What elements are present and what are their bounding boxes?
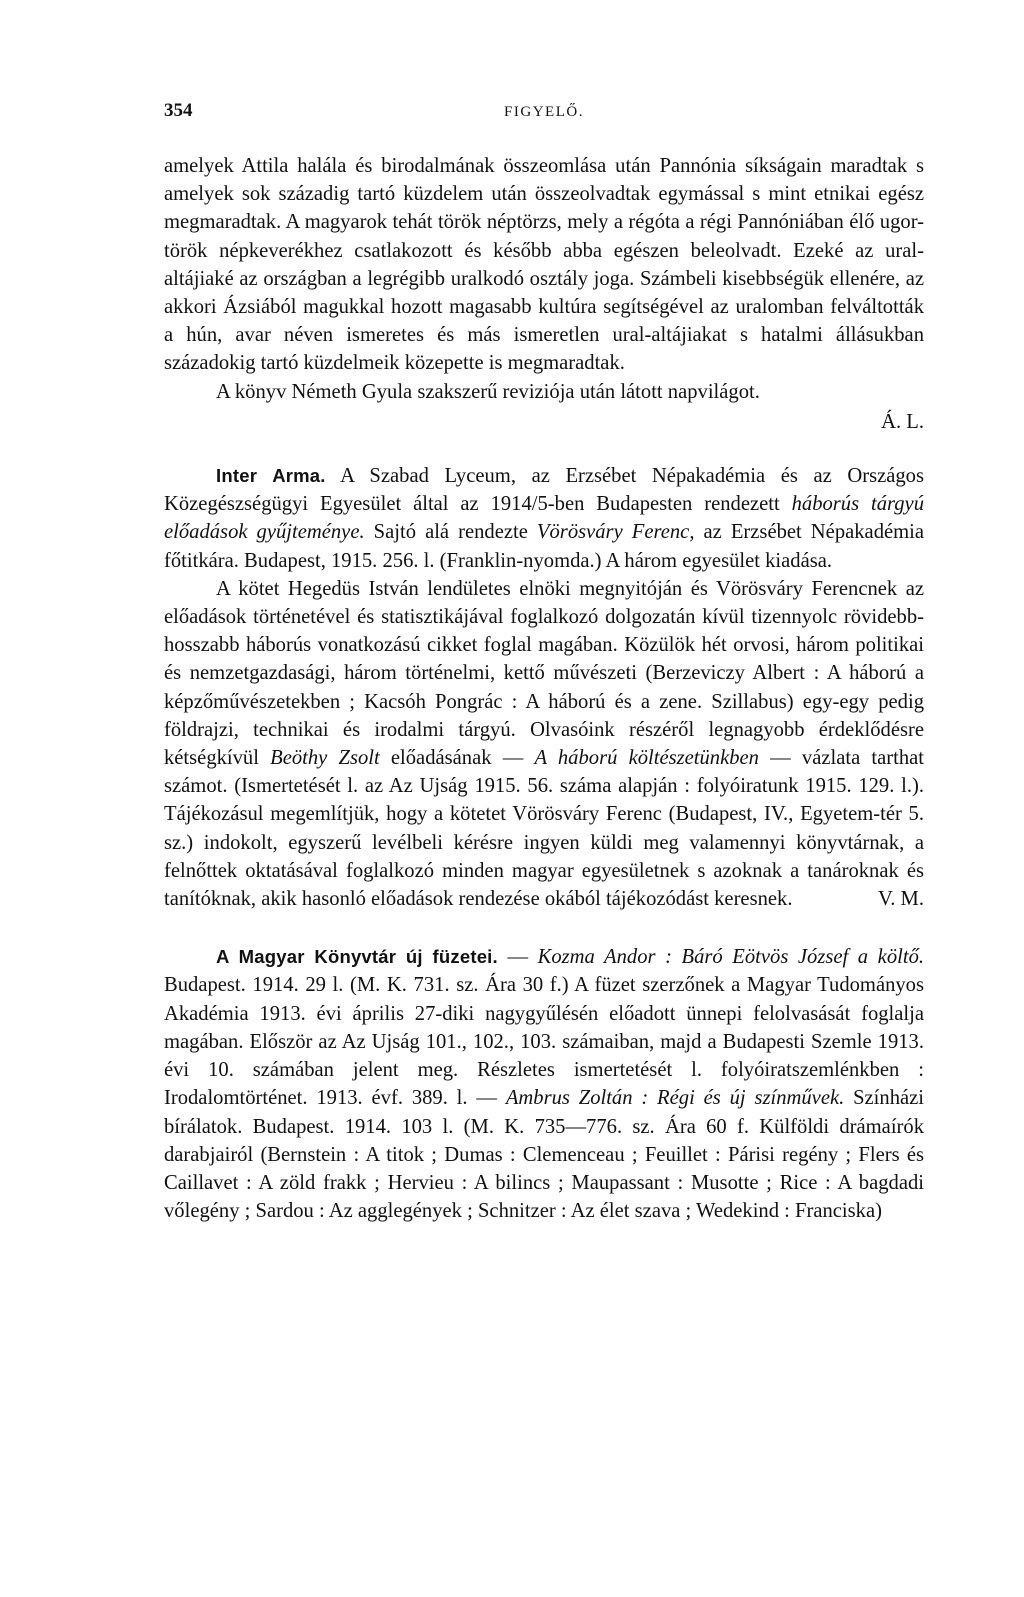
review1-paragraph-1: amelyek Attila halála és birodalmának összeomlása után Pannónia síkságain maradtak s amelyek sok századig tartó küzdelem után összeolvadtak egymással s mint etnikai egész megmaradtak. A magyarok tehát török néptörzs, mely a régóta a régi Pannóniában élő ugor-török népkeverékhez csatlakozott és később abba egészen beleolvadt. Ezeké az ural-altájiaké az országban a legrégibb uralkodó osztály joga. Számbeli kisebbségük ellenére, az akkori Ázsiából magukkal hozott magasabb kultúra segítségével az uralomban felváltották a hún, avar néven ismeretes és más ismeretlen ural-altájiakat s hatalmi állásukban századokig tartó küzdelmeik közepette is megmaradtak. — [164, 155, 924, 375]
review3-text-1: — — [497, 946, 538, 969]
review1-signature: Á. L. — [881, 410, 924, 433]
review3-title: A Magyar Könyvtár új füzetei. — [216, 946, 498, 968]
review2-body-italic-2: A háború költészetünkben — [534, 747, 759, 770]
review2-body — [164, 575, 924, 913]
section-gap — [164, 913, 924, 943]
review2-intro-italic-1: háborús tárgyú előadások gyűjteménye. — [164, 493, 924, 544]
review2-intro-text-2: Sajtó alá rendezte — [364, 521, 537, 544]
review2-body-italic-1: Beöthy Zsolt — [270, 747, 380, 770]
running-head: FIGYELŐ. — [504, 104, 584, 120]
review3-text-2: Budapest. 1914. 29 l. (M. K. 731. sz. Ára 30 f.) A füzet szerzőnek a Magyar Tudományos Akadémia 1913. évi április 27-diki nagygyűlésén előadott ünnepi felolvasását foglalja magában. Először az Az Ujság 101., 102., 103. számaiban, majd a Budapesti Szemle 1913. évi 10. számában jelent meg. Részletes ismertetését l. folyóiratszemlénkben : Irodalomtörténet. 1913. évf. 389. l. — — [164, 974, 924, 1110]
review2-intro-italic-2: Vörösváry Ferenc, — [536, 521, 695, 544]
page-header — [164, 100, 924, 130]
review2-title: Inter Arma. — [216, 465, 326, 487]
page-number: 354 — [164, 100, 193, 121]
body-text — [164, 152, 924, 1225]
section-gap — [164, 436, 924, 462]
review2-body-text-2: előadásának — — [379, 747, 535, 770]
review2-body-text-3: — vázlata tarthat számot. (Ismertetését l. az Az Ujság 1915. 56. száma alapján : folyóiratunk 1915. 129. l.). Tájékozásul megemlítjük, hogy a kötetet Vörösváry Ferenc (Budapest, IV., Egyetem-tér 5. sz.) indokolt, egyszerű levélbeli kérésre ingyen küldi meg valamennyi könyvtárnak, a felnőttek oktatásával foglalkozó minden magyar egyesületnek s azoknak a tanároknak és tanítóknak, akik hasonló előadások rendezése okából tájékozódást keresnek. — [164, 747, 924, 911]
review2-intro-text-1: A Szabad Lyceum, az Erzsébet Népakadémia és az Országos Közegészségügyi Egyesület által az 1914/5-ben Budapesten rendezett — [164, 465, 924, 516]
review2-body-text-1: A kötet Hegedüs István lendületes elnöki megnyitóján és Vörösváry Ferencnek az előadások történetével és statisztikájával foglalkozó dolgozatán kívül tizennyolc rövidebb-hosszabb háborús vonatkozású cikket foglal magában. Közülök hét orvosi, három politikai és nemzetgazdasági, három történelmi, kettő művészeti (Berzeviczy Albert : A háború a képzőművészetekben ; Kacsóh Pongrác : A háború és a zene. Szillabus) egy-egy pedig földrajzi, technikai és irodalmi tárgyú. Olvasóink részéről legnagyobb érdeklődésre kétségkívül — [164, 577, 924, 770]
review3-text-3: Színházi bírálatok. Budapest. 1914. 103 l. (M. K. 735—776. sz. Ára 60 f. Külföldi drámaírók darabjairól (Bernstein : A titok ; Dumas : Clemenceau ; Feuillet : Párisi regény ; Flers és Caillavet : A zöld frakk ; Hervieu : A bilincs ; Maupassant : Musotte ; Rice : A bagdadi vőlegény ; Sardou : Az agglegények ; Schnitzer : Az élet szava ; Wedekind : Franciska) — [164, 1087, 924, 1223]
review3-italic-2: Ambrus Zoltán : Régi és új színművek. — [505, 1087, 845, 1110]
review2-intro — [164, 462, 924, 575]
review3-italic-1: Kozma Andor : Báró Eötvös József a költő. — [537, 946, 925, 969]
review1-paragraph-2: A könyv Németh Gyula szakszerű reviziója után látott napvilágot. — [216, 380, 760, 403]
review2-intro-text-3: az Erzsébet Népakadémia főtitkára. Budapest, 1915. 256. l. (Franklin-nyomda.) A három egyesület kiadása. — [164, 521, 925, 572]
review3-paragraph — [164, 943, 924, 1225]
review2-signature: V. M. — [878, 888, 924, 911]
